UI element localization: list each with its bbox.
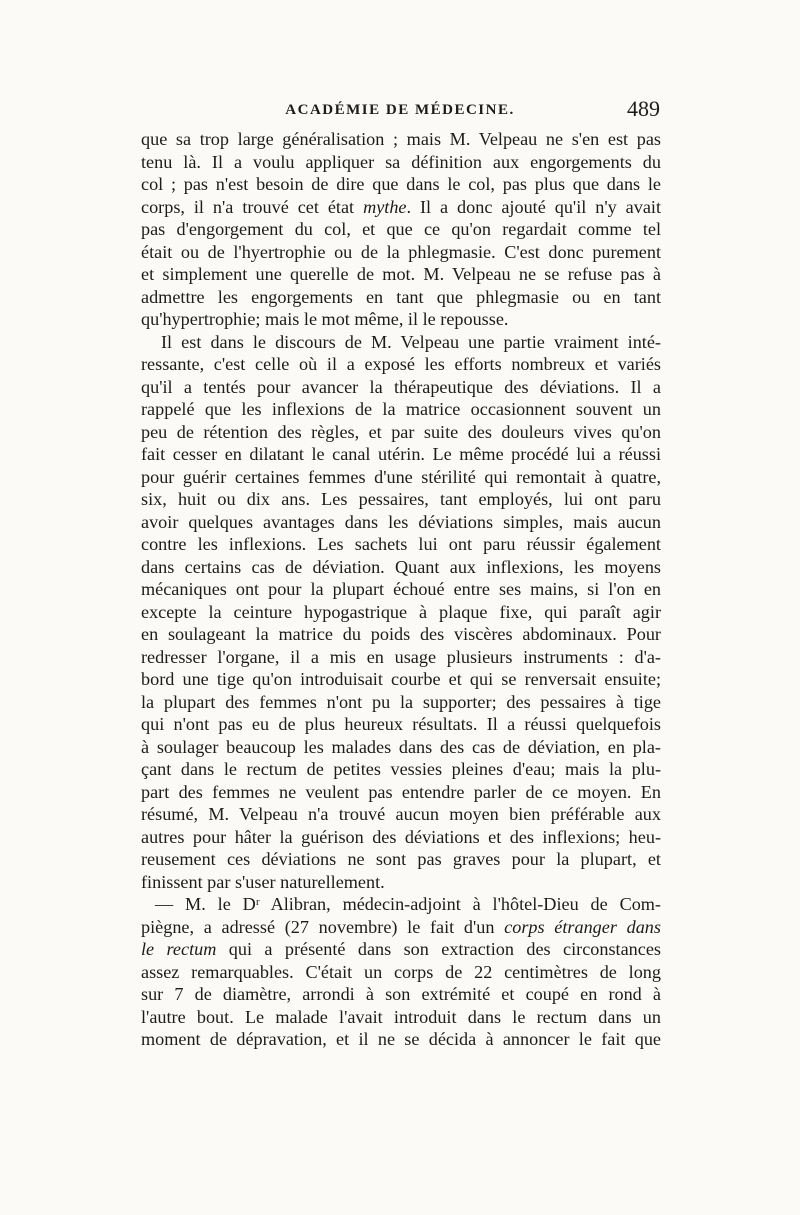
text-line: contre les inflexions. Les sachets lui ont paru réussir également (141, 534, 661, 554)
text-line: dans certains cas de déviation. Quant aux inflexions, les moyens (141, 556, 661, 577)
text-line: part des femmes ne veulent pas entendre parler de ce moyen. En (141, 781, 661, 802)
text-line: était ou de l'hyertrophie ou de la phlegmasie. C'est donc purement (141, 241, 661, 262)
text-line: Il est dans le discours de M. Velpeau une partie vraiment inté- (161, 331, 661, 352)
text-line: finissent par s'user naturellement. (141, 871, 385, 892)
text-line: peu de rétention des règles, et par suite des douleurs vives qu'on (141, 421, 661, 442)
text-line: col ; pas n'est besoin de dire que dans le col, pas plus que dans le (141, 174, 661, 194)
text-line: mécaniques ont pour la plupart échoué entre ses mains, si l'on en (141, 579, 661, 599)
text-line: l'autre bout. Le malade l'avait introduit dans le rectum dans un (141, 1006, 661, 1027)
text-line: pour guérir certaines femmes d'une stérilité qui remontait à quatre, (141, 466, 661, 487)
body-text (141, 128, 661, 1051)
text-line: rappelé que les inflexions de la matrice occasionnent souvent un (141, 399, 661, 419)
text-line: admettre les engorgements en tant que phlegmasie ou en tant (141, 286, 661, 307)
text-line: bord une tige qu'on introduisait courbe et qui se renversait ensuite; (141, 669, 661, 689)
page-number: 489 (627, 96, 660, 121)
text-line: à soulager beaucoup les malades dans des cas de déviation, en pla- (141, 736, 661, 757)
paragraph (141, 331, 661, 894)
text-line: assez remarquables. C'était un corps de 22 centimètres de long (141, 961, 661, 982)
text-line: tenu là. Il a voulu appliquer sa définition aux engorgements du (141, 151, 661, 172)
text-line: six, huit ou dix ans. Les pessaires, tant employés, lui ont paru (141, 489, 661, 509)
text-line: résumé, M. Velpeau n'a trouvé aucun moyen bien préférable aux (141, 804, 661, 824)
text-line: pas d'engorgement du col, et que ce qu'on regardait comme tel (141, 219, 661, 239)
page-header (140, 96, 660, 126)
text-line: la plupart des femmes n'ont pu la supporter; des pessaires à tige (141, 691, 661, 712)
text-line: que sa trop large généralisation ; mais M. Velpeau ne s'en est pas (141, 129, 661, 149)
running-title: ACADÉMIE DE MÉDECINE. (285, 102, 515, 118)
text-line: redresser l'organe, il a mis en usage plusieurs instruments : d'a- (141, 646, 661, 667)
text-line: ressante, c'est celle où il a exposé les efforts nombreux et variés (141, 354, 661, 374)
text-line: excepte la ceinture hypogastrique à plaque fixe, qui paraît agir (141, 601, 661, 622)
text-line: le rectum qui a présenté dans son extraction des circonstances (141, 939, 661, 959)
text-line: qu'il a tentés pour avancer la thérapeutique des déviations. Il a (141, 376, 661, 397)
text-line: qui n'ont pas eu de plus heureux résultats. Il a réussi quelquefois (141, 714, 661, 734)
paragraph (141, 128, 661, 331)
text-line: en soulageant la matrice du poids des viscères abdominaux. Pour (141, 624, 661, 644)
text-line: qu'hypertrophie; mais le mot même, il le repousse. (141, 309, 509, 329)
text-line: moment de dépravation, et il ne se décida à annoncer le fait que (141, 1029, 661, 1049)
text-line: avoir quelques avantages dans les déviations simples, mais aucun (141, 511, 661, 532)
text-line: — M. le Dʳ Alibran, médecin-adjoint à l'hôtel-Dieu de Com- (155, 894, 661, 914)
text-line: corps, il n'a trouvé cet état mythe. Il a donc ajouté qu'il n'y avait (141, 196, 661, 217)
paragraph (141, 893, 661, 1051)
text-line: sur 7 de diamètre, arrondi à son extrémité et coupé en rond à (141, 984, 661, 1004)
text-line: et simplement une querelle de mot. M. Velpeau ne se refuse pas à (141, 264, 661, 284)
text-line: piègne, a adressé (27 novembre) le fait d'un corps étranger dans (141, 916, 661, 937)
text-line: autres pour hâter la guérison des déviations et des inflexions; heu- (141, 826, 661, 847)
text-line: çant dans le rectum de petites vessies pleines d'eau; mais la plu- (141, 759, 661, 779)
text-line: fait cesser en dilatant le canal utérin. Le même procédé lui a réussi (141, 444, 661, 464)
text-line: reusement ces déviations ne sont pas graves pour la plupart, et (141, 849, 661, 869)
